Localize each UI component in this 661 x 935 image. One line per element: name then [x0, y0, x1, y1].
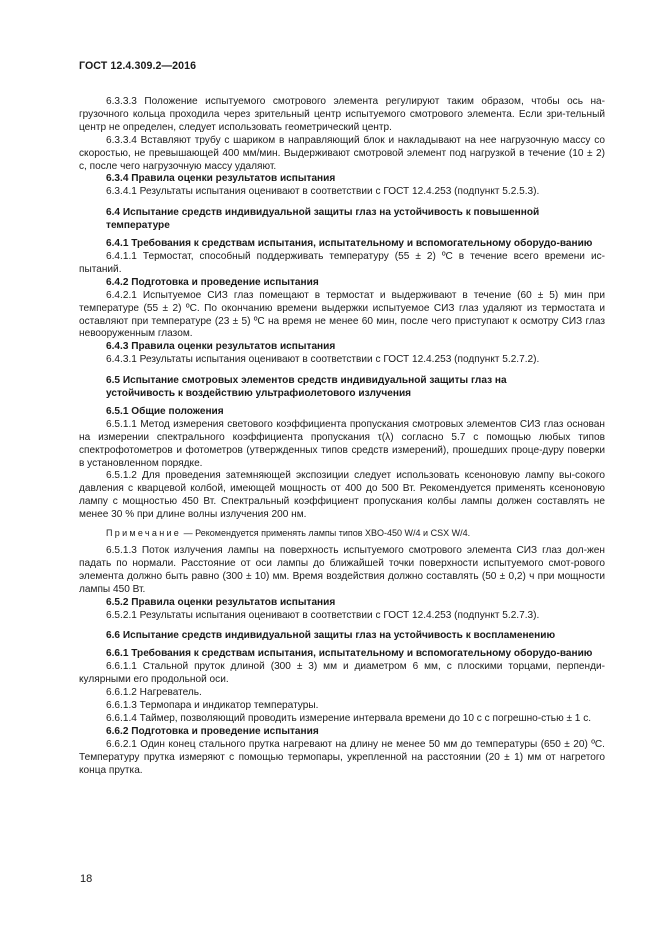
subsection-heading: 6.4.1 Требования к средствам испытания, испытательному и вспомогательному оборудо-ванию	[106, 238, 593, 250]
paragraph: 6.4.2.1 Испытуемое СИЗ глаз помещают в термостат и выдерживают в течение (60 ± 5) мин при температуре (55 ± 2) ºС. По окончанию времени выдержки испытуемое СИЗ глаз удаляют из термостата и оставляют при температуре (23 ± 5) ºС на время не менее 60 мин, после чего приступают к осмотру СИЗ глаз невооруженным глазом.	[79, 289, 605, 340]
paragraph: 6.3.3.3 Положение испытуемого смотрового элемента регулируют таким образом, чтобы ось на-грузочного кольца проходила через зрительный центр испытуемого смотрового элемента. Если зри-тельный центр не определен, следует использовать геометрический центр.	[79, 96, 605, 133]
paragraph: 6.4.1.1 Термостат, способный поддерживать температуру (55 ± 2) ºС в течение всего времени ис-пытаний.	[79, 250, 605, 275]
paragraph: 6.5.1.3 Поток излучения лампы на поверхность испытуемого смотрового элемента СИЗ глаз дол-жен падать по нормали. Расстояние от оси лампы до ближайшей точки поверхности испытуемого смот-рового элемента должно быть равно (300 ± 10) мм. Время воздействия должно составлять (50 ± 0,2) ч при мощности лампы 450 Вт.	[79, 545, 605, 595]
subsection-heading: 6.4.3 Правила оценки результатов испытания	[106, 341, 336, 353]
note-text: — Рекомендуется применять лампы типов XBO-450 W/4 и CSX W/4.	[183, 528, 471, 539]
note-label: Примечание	[106, 528, 182, 539]
page-header: ГОСТ 12.4.309.2—2016	[79, 60, 197, 72]
paragraph: 6.4.3.1 Результаты испытания оценивают в соответствии с ГОСТ 12.4.253 (подпункт 5.2.7.2).	[106, 354, 540, 366]
document-body	[79, 96, 605, 777]
subsection-heading: 6.5.1 Общие положения	[106, 405, 224, 417]
page-number: 18	[80, 873, 93, 885]
paragraph: 6.6.2.1 Один конец стального прутка нагревают на длину не менее 50 мм до температуры (650 ± 20) ºС. Температуру прутка измеряют с помощью термопары, укрепленной на расстоянии (20 ± 1) мм от нагретого конца прутка.	[79, 738, 605, 776]
subsection-heading: 6.5.2 Правила оценки результатов испытания	[106, 596, 336, 608]
paragraph: 6.6.1.1 Стальной пруток длиной (300 ± 3) мм и диаметром 6 мм, с плоскими торцами, перпенди-кулярными его продольной оси.	[79, 661, 605, 686]
section-heading: устойчивость к воздействию ультрафиолетового излучения	[106, 388, 412, 400]
subsection-heading: 6.4.2 Подготовка и проведение испытания	[106, 276, 319, 288]
section-heading: температуре	[106, 220, 170, 232]
subsection-heading: 6.6.1 Требования к средствам испытания, испытательному и вспомогательному оборудо-ванию	[106, 648, 593, 660]
section-heading: 6.5 Испытание смотровых элементов средств индивидуальной защиты глаз на	[106, 375, 507, 387]
paragraph: 6.5.1.2 Для проведения затемняющей экспозиции следует использовать ксеноновую лампу вы-сокого давления с кварцевой колбой, имеющей мощность от 400 до 500 Вт. Рекомендуется применять ксеноновую лампу с мощностью 450 Вт. Спектральный коэффициент пропускания колбы лампы должен составлять не менее 30 % при длине волны излучения 200 нм.	[79, 470, 605, 521]
subsection-heading: 6.3.4 Правила оценки результатов испытания	[106, 173, 336, 185]
subsection-heading: 6.6.2 Подготовка и проведение испытания	[106, 725, 319, 737]
paragraph: 6.3.4.1 Результаты испытания оценивают в соответствии с ГОСТ 12.4.253 (подпункт 5.2.5.3).	[106, 186, 540, 198]
note	[79, 527, 605, 540]
section-heading: 6.6 Испытание средств индивидуальной защиты глаз на устойчивость к воспламенению	[106, 630, 556, 642]
paragraph: 6.5.2.1 Результаты испытания оценивают в соответствии с ГОСТ 12.4.253 (подпункт 5.2.7.3).	[106, 609, 540, 621]
paragraph: 6.5.1.1 Метод измерения светового коэффициента пропускания смотровых элементов СИЗ глаз основан на измерении спектрального коэффициента пропускания τ(λ) согласно 5.7 с помощью любых типов спектрофотометров и фотометров (утвержденных типов средств измерений), прошедших проце-дуру поверки в установленном порядке.	[79, 418, 605, 469]
paragraph: 6.6.1.3 Термопара и индикатор температуры.	[106, 699, 319, 711]
paragraph: 6.3.3.4 Вставляют трубу с шариком в направляющий блок и накладывают на нее нагрузочную массу со скоростью, не превышающей 400 мм/мин. Выдерживают смотровой элемент под нагрузкой в течение (10 ± 2) с, после чего нагрузочную массу удаляют.	[79, 134, 605, 172]
paragraph: 6.6.1.4 Таймер, позволяющий проводить измерение интервала времени до 10 с с погрешно-стью ± 1 с.	[106, 712, 592, 724]
section-heading: 6.4 Испытание средств индивидуальной защиты глаз на устойчивость к повышенной	[106, 207, 540, 219]
paragraph: 6.6.1.2 Нагреватель.	[106, 687, 202, 699]
